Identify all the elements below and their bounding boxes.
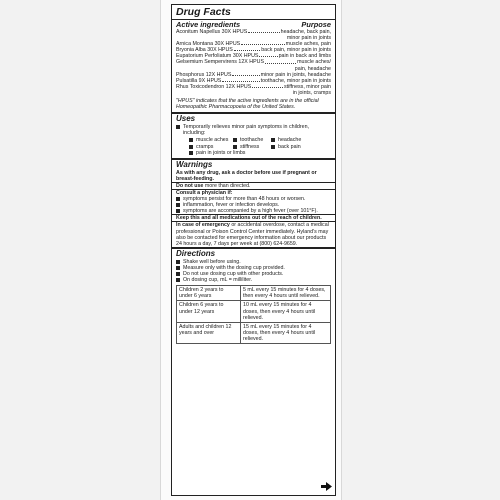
dose-cell: 10 mL every 15 minutes for 4 doses, then every 4 hours until relieved.	[241, 301, 331, 322]
ingredient-purpose-cont: in joints, cramps	[292, 89, 331, 96]
emergency-text: In case of emergency or accidental overdose, contact a medical professional or Poison Control Center immediately. Hyland's may also be contacted for emergency information about our products 24 hours a day, 7 days per week at (800) 624-9659.	[172, 221, 335, 246]
ingredient-purpose: back pain, minor pain in joints	[261, 47, 331, 54]
bullet-icon	[176, 203, 180, 207]
ingredient-name: Aconitum Napellus 30X HPUS	[176, 29, 248, 35]
dosage-table	[176, 285, 331, 344]
uses-header: Uses	[176, 114, 196, 124]
ingredient-purpose: minor pain in joints, headache	[260, 71, 331, 78]
hpus-note: "HPUS" indicates that the active ingredients are in the official Homeopathic Pharmacopoeia of the United States.	[176, 98, 319, 111]
bullet-icon	[176, 209, 180, 213]
symptom-item: headache	[271, 137, 311, 144]
continue-arrow-icon	[321, 482, 332, 491]
ingredient-purpose: headache, back pain,	[280, 29, 331, 35]
ingredient-name: Eupatorium Perfoliatum 30X HPUS	[176, 53, 259, 60]
bullet-icon	[176, 272, 180, 276]
direction-item: On dosing cup, mL = milliliter.	[172, 277, 335, 283]
ingredient-purpose-cont: pain, headache	[294, 65, 331, 72]
directions-section	[172, 247, 335, 344]
ingredient-purpose: pain in back and limbs	[278, 53, 331, 60]
uses-intro	[172, 124, 335, 136]
bullet-icon	[189, 151, 193, 155]
consult-item: symptoms are accompanied by a high fever (over 101°F).	[172, 208, 335, 214]
warnings-section	[172, 158, 335, 247]
ingredient-row	[176, 84, 331, 96]
ingredient-purpose-cont: minor pain in joints	[286, 35, 331, 42]
consult-item: inflammation, fever or infection develops.	[172, 202, 335, 208]
ingredient-purpose: muscle aches/	[297, 59, 331, 66]
bullet-icon	[271, 138, 275, 142]
bullet-icon	[233, 138, 237, 142]
warnings-header: Warnings	[176, 159, 213, 169]
ask-doctor-text: As with any drug, ask a doctor before use if pregnant or breast-feeding.	[176, 169, 317, 182]
symptom-item: back pain	[271, 144, 311, 151]
table-row	[177, 322, 331, 343]
bullet-icon	[233, 145, 237, 149]
drug-facts-title: Drug Facts	[176, 6, 231, 18]
ingredient-name: Bryonia Alba 30X HPUS	[176, 47, 233, 54]
table-row	[177, 286, 331, 301]
bullet-icon	[176, 125, 180, 129]
active-ingredients-label: Active ingredients	[176, 20, 241, 29]
direction-item: Measure only with the dosing cup provided.	[172, 265, 335, 271]
ingredient-purpose: stiffness, minor pain	[283, 83, 331, 90]
active-ingredients-header	[172, 19, 335, 29]
table-row	[177, 301, 331, 322]
direction-item: Shake well before using.	[172, 259, 335, 265]
uses-section	[172, 112, 335, 158]
bullet-icon	[189, 145, 193, 149]
ingredient-purpose: muscle aches, pain	[285, 41, 331, 48]
dose-cell: 5 mL every 15 minutes for 4 doses, then every 4 hours until relieved.	[241, 286, 331, 301]
symptom-item: muscle aches	[189, 137, 233, 144]
consult-item: symptoms persist for more than 48 hours or worsen.	[172, 196, 335, 202]
symptom-item: stiffness	[233, 144, 271, 151]
direction-item: Do not use dosing cup with other products.	[172, 271, 335, 277]
bullet-icon	[176, 278, 180, 282]
ingredient-purpose: toothache, minor pain in joints	[260, 77, 331, 84]
symptom-item: cramps	[189, 144, 233, 151]
symptom-grid	[172, 136, 335, 158]
bullet-icon	[176, 266, 180, 270]
bullet-icon	[176, 260, 180, 264]
keep-away-text: Keep this and all medications out of the reach of children.	[172, 214, 335, 221]
age-cell: Adults and children 12 years and over	[177, 322, 241, 343]
symptom-item: pain in joints or limbs	[189, 150, 311, 157]
ingredient-row	[176, 59, 331, 71]
ingredients-list	[172, 29, 335, 96]
ingredient-row	[176, 29, 331, 41]
symptom-item: toothache	[233, 137, 271, 144]
ingredient-name: Pulsatilla 9X HPUS	[176, 77, 222, 84]
ingredient-name: Phosphorus 12X HPUS	[176, 71, 232, 78]
drug-facts-box	[171, 4, 336, 496]
ingredient-name: Rhus Toxicodendron 12X HPUS	[176, 83, 252, 90]
uses-intro-text: Temporarily relieves minor pain symptoms in children, including:	[183, 124, 309, 137]
bullet-icon	[176, 197, 180, 201]
purpose-label: Purpose	[301, 20, 331, 29]
bullet-icon	[189, 138, 193, 142]
age-cell: Children 2 years to under 6 years	[177, 286, 241, 301]
age-cell: Children 6 years to under 12 years	[177, 301, 241, 322]
consult-heading: Consult a physician if:	[172, 189, 335, 196]
bullet-icon	[271, 145, 275, 149]
directions-header: Directions	[176, 248, 216, 258]
ingredient-name: Gelsemium Sempervirens 12X HPUS	[176, 59, 265, 66]
do-not-use-text: Do not use more than directed.	[172, 182, 335, 189]
dose-cell: 15 mL every 15 minutes for 4 doses, then every 4 hours until relieved.	[241, 322, 331, 343]
ingredient-name: Arnica Montana 30X HPUS	[176, 41, 241, 48]
